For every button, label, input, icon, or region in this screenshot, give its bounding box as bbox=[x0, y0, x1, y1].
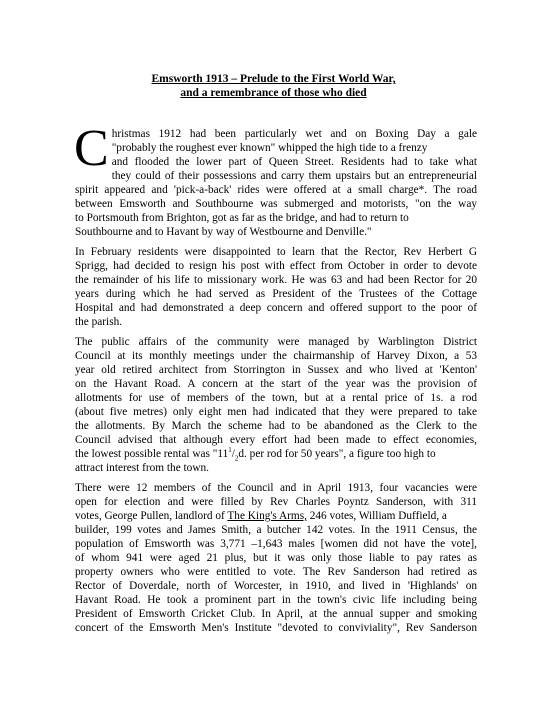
text-line: years during which he had served as President of the Trustees of the Cottage bbox=[75, 288, 477, 300]
text-line: hristmas 1912 had been particularly wet and on Boxing Day a gale bbox=[111, 128, 477, 140]
text-line: open for election and were filled by Rev Charles Poyntz Sanderson, with 311 bbox=[75, 496, 477, 508]
paragraph-2 bbox=[75, 245, 477, 329]
text-line: Hospital and had demonstrated a deep concern and offered support to the poor of bbox=[75, 302, 477, 314]
text-line: spirit appeared and 'pick-a-back' rides were offered at a small charge*. The road bbox=[75, 184, 477, 196]
paragraph-1 bbox=[74, 120, 477, 239]
text-line: Rector of Doverdale, north of Worcester, in 1910, and lived in 'Highlands' on bbox=[75, 580, 477, 592]
text-line: of whom 941 were aged 21 plus, but it was only those liable to pay rates as bbox=[75, 552, 477, 564]
text-line: "probably the roughest ever known" whipped the high tide to a frenzy bbox=[111, 142, 428, 154]
text-line: between Emsworth and Southbourne was submerged and motorists, "on the way bbox=[75, 198, 477, 210]
text-line: allotments for use of members of the town, but at a rental price of 1s. a rod bbox=[75, 392, 477, 404]
text-line: Sprigg, had decided to resign his post with effect from October in order to devote bbox=[75, 260, 477, 272]
text-line: on the Havant Road. A concern at the start of the year was the provision of bbox=[75, 378, 477, 390]
paragraph-4 bbox=[75, 481, 477, 635]
drop-cap: C bbox=[74, 120, 109, 177]
text-line: attract interest from the town. bbox=[75, 462, 209, 474]
text-line: property owners who were entitled to vote. The Rev Sanderson had retired as bbox=[75, 566, 477, 578]
document-title bbox=[0, 72, 547, 100]
text-line: Council at its monthly meetings under the chairmanship of Harvey Dixon, a 53 bbox=[75, 350, 477, 362]
title-line-2: and a remembrance of those who died bbox=[180, 87, 367, 99]
text-line: builder, 199 votes and James Smith, a butcher 142 votes. In the 1911 Census, the bbox=[75, 524, 477, 536]
text-line: The public affairs of the community were managed by Warblington District bbox=[75, 336, 477, 348]
text-line: In February residents were disappointed to learn that the Rector, Rev Herbert G bbox=[75, 246, 477, 258]
text-line: concert of the Emsworth Men's Institute "devoted to conviviality", Rev Sanderson bbox=[75, 622, 477, 634]
text-line: year old retired architect from Storrington in Sussex and who lived at 'Kenton' bbox=[75, 364, 477, 376]
text-line: the parish. bbox=[75, 316, 123, 328]
title-line-1: Emsworth 1913 – Prelude to the First World War, bbox=[151, 73, 396, 85]
text-line-with-link: votes, George Pullen, landlord of The King's Arms, 246 votes, William Duffield, a bbox=[75, 510, 447, 522]
text-line: President of Emsworth Cricket Club. In April, at the annual supper and smoking bbox=[75, 608, 477, 620]
text-line: (about five metres) only eight men had indicated that they were prepared to take bbox=[75, 406, 477, 418]
text-line: to Portsmouth from Brighton, got as far as the bridge, and had to return to bbox=[75, 212, 409, 224]
text-line: Southbourne and to Havant by way of Westbourne and Denville." bbox=[75, 226, 372, 238]
text-line: Council advised that although every effort had been made to effect economies, bbox=[75, 434, 477, 446]
document-body bbox=[74, 120, 477, 635]
text-line: population of Emsworth was 3,771 –1,643 males [women did not have the vote], bbox=[75, 538, 477, 550]
kings-arms-link[interactable]: The King's Arms, bbox=[227, 510, 307, 522]
text-line: the allotments. By March the scheme had to be abandoned as the Clerk to the bbox=[75, 420, 477, 432]
text-line: and flooded the lower part of Queen Street. Residents had to take what bbox=[111, 156, 477, 168]
text-line: they could of their possessions and carry them upstairs but an entrepreneurial bbox=[111, 170, 477, 182]
text-line: the remainder of his life to missionary work. He was 63 and had been Rector for 20 bbox=[75, 274, 477, 286]
text-line-fraction: the lowest possible rental was "$11^1/_2d$. per rod for 50 years", a figure too high to bbox=[75, 446, 436, 463]
text-line: Havant Road. He took a prominent part in the town's civic life including being bbox=[75, 594, 477, 606]
paragraph-3 bbox=[75, 335, 477, 475]
text-line: There were 12 members of the Council and in April 1913, four vacancies were bbox=[75, 482, 477, 494]
